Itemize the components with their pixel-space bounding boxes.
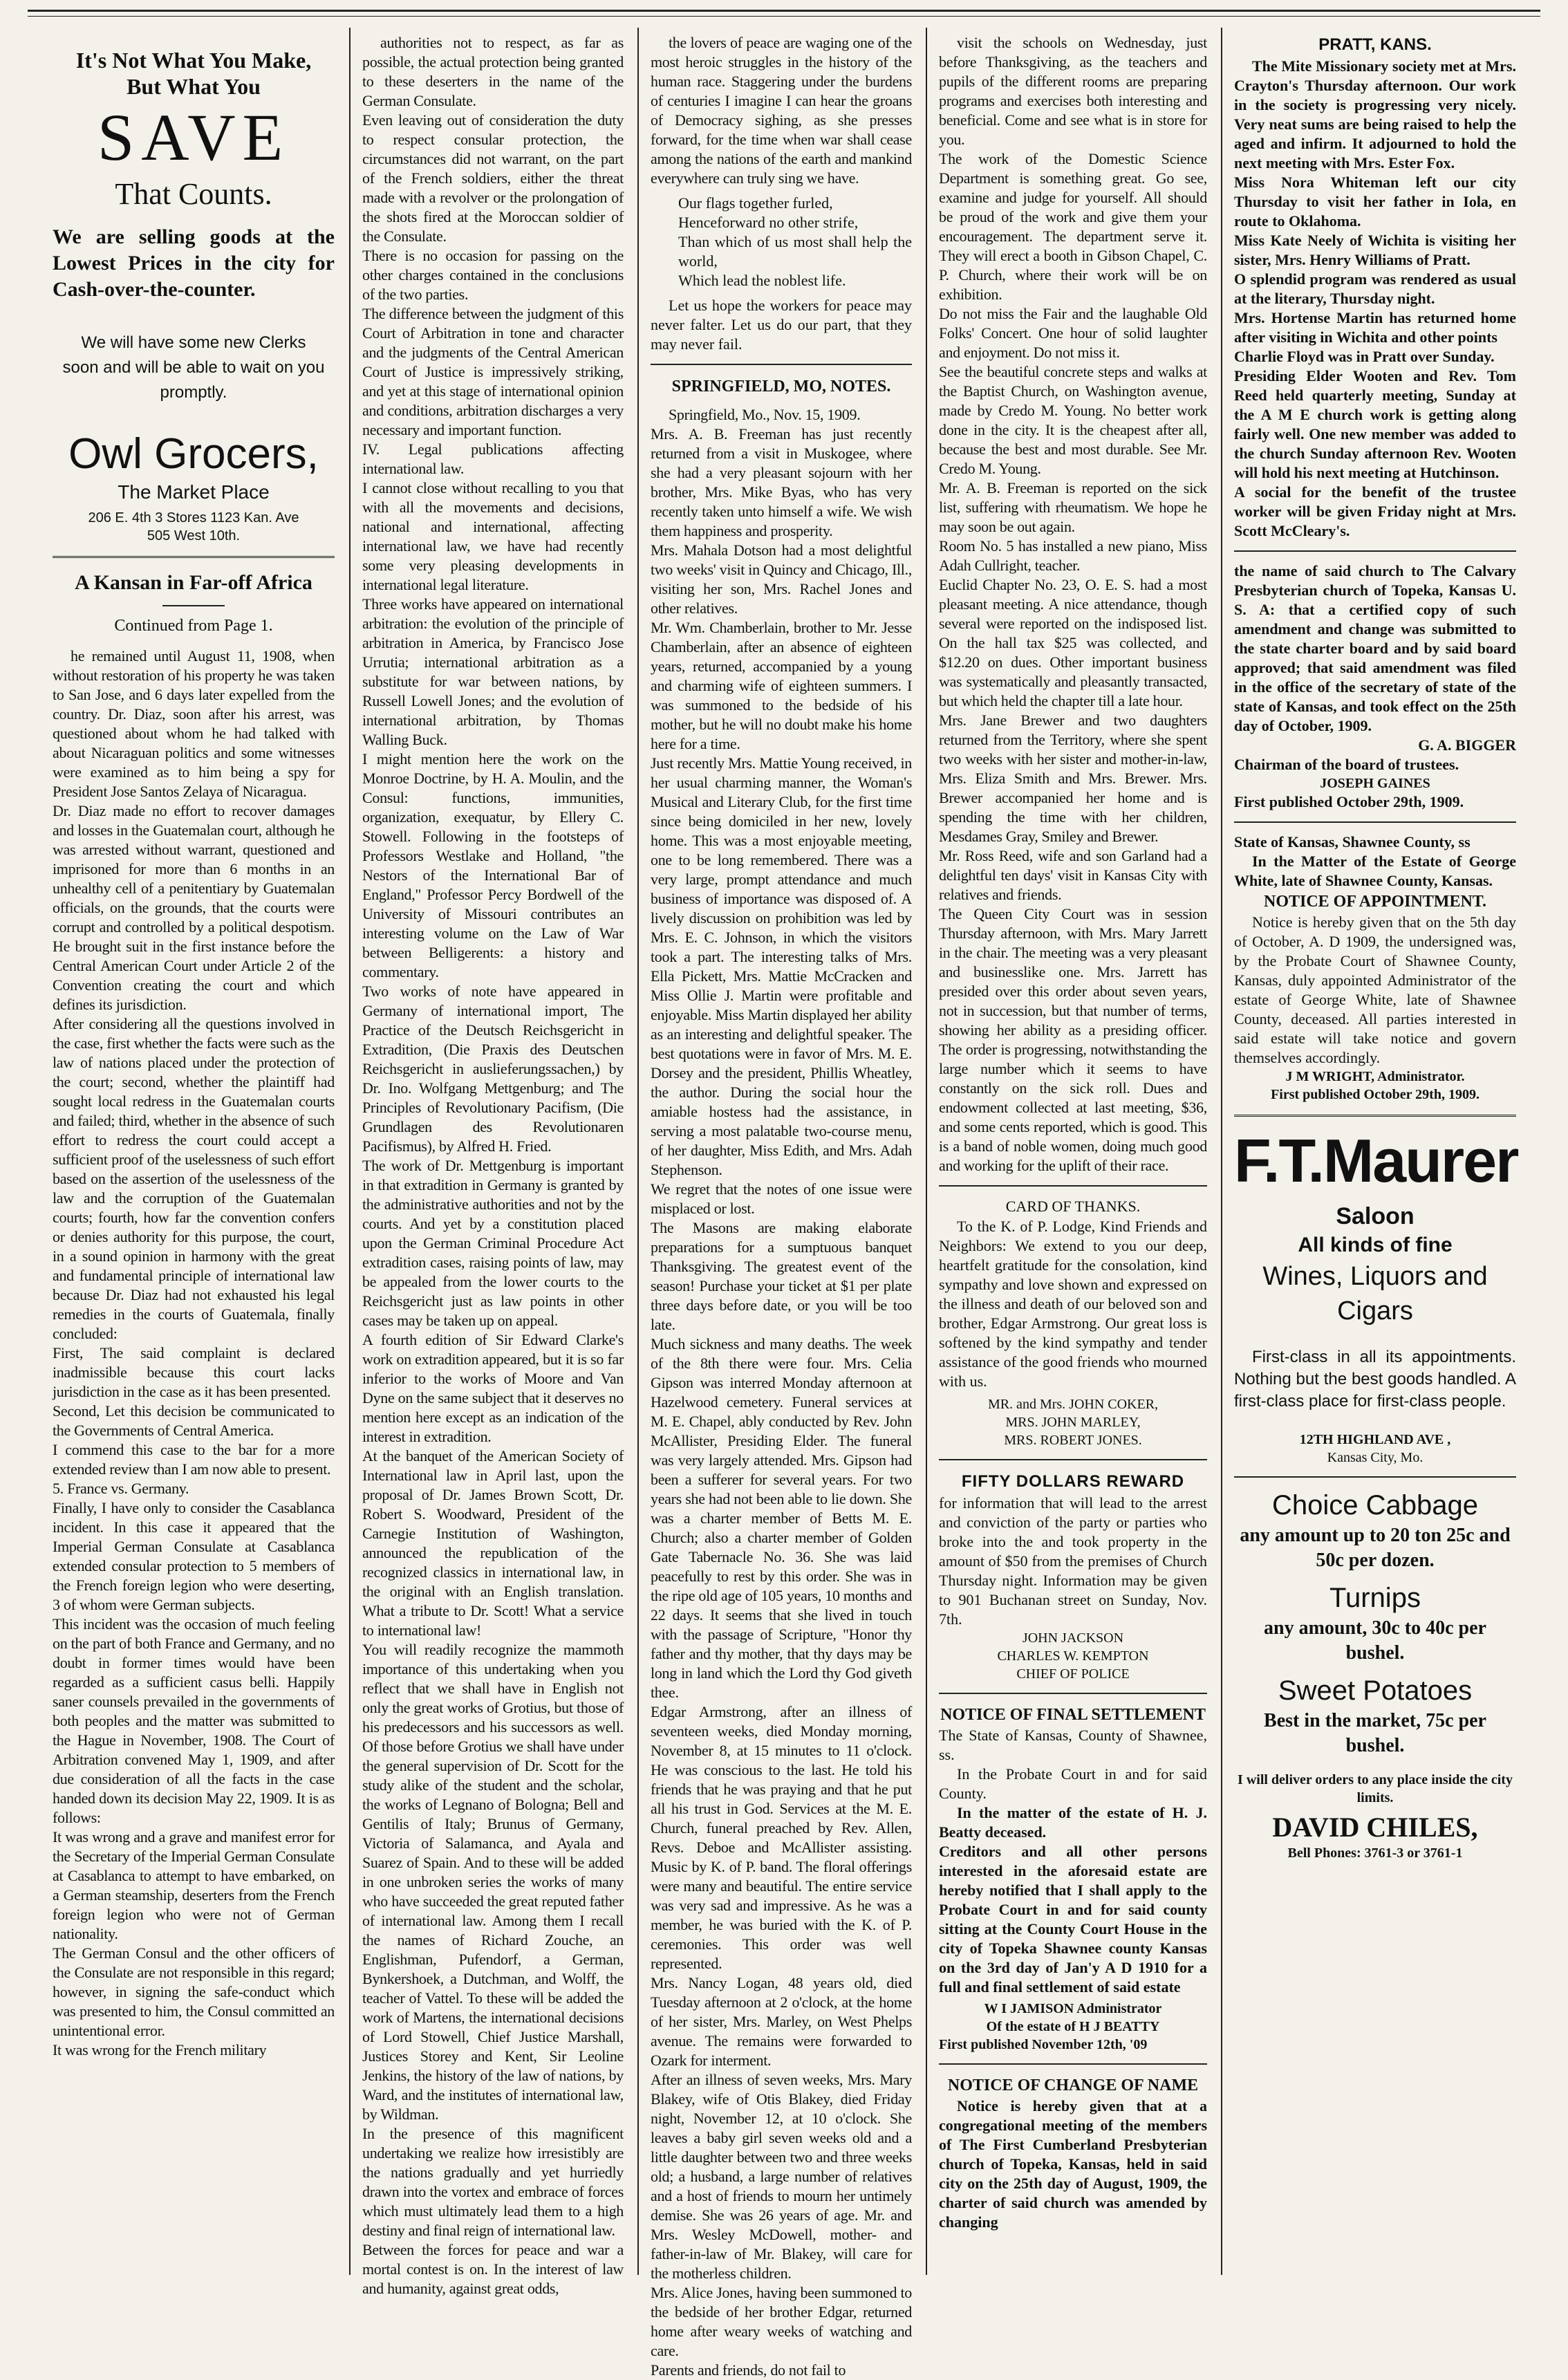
column-3 xyxy=(640,33,923,2379)
reward-text: for information that will lead to the arrest and conviction of the party or parties who broke into the and took property in the amount of $50 from the premises of Church Thursday night. Information may be given to 901 Buchanan street on Sunday, Nov. 7th. xyxy=(939,1494,1207,1628)
article-text-col1: he remained until August 11, 1908, when without restoration of his property he was taken to San Jose, and 6 days later expelled from the country. Dr. Diaz, soon after his arrest, was questioned about whom he had talked with about Nicaraguan politics and some witnesses were examined as to him being a spy for President Jose Santos Zelaya of Nicaragua. Dr. Diaz made no effort to recover damages and losses in the Guatemalan court, although he was arrested without warrant, questioned and imprisoned for more than 6 months in an unhealthy cell of a penitentiary by Guatemalan officials, on the grounds, that the courts were corrupt and controlled by a political despotism. He brought suit in the first instance before the Central American Court under Article 2 of the Convention creating the court and which defines its jurisdiction. After considering all the questions involved in the case, first whether the facts were such as the law of nations placed under the protection of the court; second, whether the plaintiff had sought local redress in the Guatemalan courts and failed; third, whether in the absence of such effort to redress the court could accept a sufficient proof of the uselessness of such effort based on the assertion of the uselessness of the law and the corruption of the Guatemalan courts; fourth, how far the convention confers or denies authority for this purpose, the court, in a sound opinion in harmony with the great and fundamental principle of international law because Dr. Diaz had not exhausted his legal remedies in the courts of Guatemala, finally concluded: First, The said complaint is declared inadmissible because this court lacks jurisdiction in the case as it has been presented. Second, Let this decision be communicated to the Governments of Central America. I commend this case to the bar for a more extended review than I am now able to present. 5. France vs. Germany. Finally, I have only to consider the Casablanca incident. In this case it appeared that the Imperial German Consulate at Casablanca extended consular protection to 5 members of the French foreign legion who were deserting, 3 of whom were German subjects. This incident was the occasion of much feeling on the part of both France and Germany, and no doubt in former times would have been regarded as a sufficient casus belli. Happily saner counsels prevailed in the governments of both peoples and the matter was submitted to the Hague in November, 1908. The Court of Arbitration convened May 1, 1909, and after due consideration of all the facts in the case handed down its decision May 22, 1909. It is as follows: It was wrong and a grave and manifest error for the Secretary of the Imperial German Consulate at Casablanca to attempt to have embarked, on a German steamship, deserters from the French foreign legion who were not of German nationality. The German Consul and the other officers of the Consulate are not responsible in this regard; however, in signing the safe-conduct which was presented to him, the Consul committed an unintentional error. It was wrong for the French military xyxy=(53,647,335,2058)
turnips-title: Turnips xyxy=(1329,1583,1421,1613)
charter-sig-3: JOSEPH GAINES xyxy=(1320,776,1430,791)
owl-grocers-address-2: 505 West 10th. xyxy=(147,528,241,543)
cabbage-title: Choice Cabbage xyxy=(1272,1490,1478,1521)
settlement-state: The State of Kansas, County of Shawnee, ss. xyxy=(939,1727,1207,1763)
pratt-notes: The Mite Missionary society met at Mrs. Crayton's Thursday afternoon. Our work in the society is progressing very nicely. Very neat sums are being raised to help the aged and infirm. It adjourned to hold the next meeting with Mrs. Ester Fox. Miss Nora Whiteman left our city Thursday to visit her father in Iola, en route to Oklahoma. Miss Kate Neely of Wichita is visiting her sister, Mrs. Henry Williams of Pratt. O splendid program was rendered as usual at the literary, Thursday night. Mrs. Hortense Martin has returned home after visiting in Wichita and other points Charlie Floyd was in Pratt over Sunday. Presiding Elder Wooten and Rev. Tom Reed held quarterly meeting, Sunday at the A M E church work is getting along fairly well. One new member was added to the church Sunday afternoon Rev. Wooten will hold his next meeting at Hutchinson. A social for the benefit of the trustee worker will be given Friday night at Mrs. Scott McCleary's. xyxy=(1234,57,1516,539)
save-ad-counts: That Counts. xyxy=(115,177,272,211)
reward-sig-3: CHIEF OF POLICE xyxy=(1016,1666,1130,1682)
appointment-sig: J M WRIGHT, Administrator. xyxy=(1285,1069,1465,1084)
maurer-wines: Wines, Liquors and xyxy=(1262,1262,1488,1291)
maurer-text: First-class in all its appointments. Nothing but the best goods handled. A first-class place for first-class people. xyxy=(1234,1348,1516,1411)
settlement-sig-2: Of the estate of H J BEATTY xyxy=(986,2019,1160,2034)
maurer-kinds: All kinds of fine xyxy=(1298,1234,1453,1256)
article-continued: Continued from Page 1. xyxy=(114,617,273,635)
card-sig-1: MR. and Mrs. JOHN COKER, xyxy=(987,1397,1159,1412)
article-closing: Let us hope the workers for peace may never falter. Let us do our part, that they may never fail. xyxy=(651,297,912,353)
charter-text: the name of said church to The Calvary Presbyterian church of Topeka, Kansas U. S. A: that a certified copy of such amendment and change was submitted to the state charter board and by said board approved; that said amendment was filed in the office of the secretary of state of the state of Kansas, and took effect on the 25th day of October, 1909. xyxy=(1234,562,1516,734)
save-ad-save: SAVE xyxy=(97,100,290,174)
settlement-published: First published November 12th, '09 xyxy=(939,2037,1148,2052)
chiles-name: DAVID CHILES, xyxy=(1272,1812,1478,1843)
cabbage-text: any amount up to 20 ton 25c and 50c per dozen. xyxy=(1240,1525,1511,1571)
settlement-court: In the Probate Court in and for said County. xyxy=(939,1765,1207,1802)
appointment-published: First published October 29th, 1909. xyxy=(1271,1087,1480,1102)
column-4 xyxy=(928,33,1218,2274)
springfield-notes-cont: visit the schools on Wednesday, just before Thanksgiving, as the teachers and pupils of the different rooms are preparing programs and exercises both interesting and beneficial. Come and see what is in store for you. The work of the Domestic Science Department is something great. Go see, examine and judge for yourself. All should be proud of the work and give them your encouragement. The department serve it. They will erect a booth in Gibson Chapel, C. P. Church, where their work will be on exhibition. Do not miss the Fair and the laughable Old Folks' Concert. One hour of solid laughter and enjoyment. Do not miss it. See the beautiful concrete steps and walks at the Baptist Church, on Washington avenue, made by Credo M. Young. No better work done in the city. It is the cheapest after all, because the best and most durable. See Mr. Credo M. Young. Mr. A. B. Freeman is reported on the sick list, suffering with rheumatism. We hope he may soon be out again. Room No. 5 has installed a new piano, Miss Adah Cullright, teacher. Euclid Chapter No. 23, O. E. S. had a most pleasant meeting. A nice attendance, though several were reported on the indisposed list. On the hall tax $25 was collected, and $12.20 on dues. Other important business was systematically and pleasantly transacted, but which held the chapter till a late hour. Mrs. Jane Brewer and two daughters returned from the Territory, where she spent two weeks with her sister and mother-in-law, Mrs. Eliza Smith and Mrs. Brewer. Mrs. Brewer accompanied her home and is spending the time with her children, Mesdames Gray, Smiley and Brewer. Mr. Ross Reed, wife and son Garland had a delightful ten days' visit in Kansas City with relatives and friends. The Queen City Court was in session Thursday afternoon, with Mrs. Mary Jarrett in the chair. The meeting was a very pleasant and businesslike one. Mrs. Jarrett has presided over this order about seven years, not in succession, but that number of terms, showing her ability as a presiding officer. The order is progressing, notwithstanding the large number which it seems to have constantly on the sick roll. Dues and endowment collected at last meeting, $36, and some cents reported, which is good. This is a band of noble women, doing much good and working for the uplift of their race. xyxy=(939,34,1207,1174)
save-ad-body: We are selling goods at the Lowest Prices in the city for Cash-over-the-counter. xyxy=(53,225,335,301)
appointment-matter: In the Matter of the Estate of George White, late of Shawnee County, Kansas. xyxy=(1234,853,1516,889)
deliver-text: I will deliver orders to any place inside the city limits. xyxy=(1238,1772,1513,1805)
maurer-address-1: 12TH HIGHLAND AVE , xyxy=(1299,1432,1451,1447)
charter-sig-2: Chairman of the board of trustees. xyxy=(1234,756,1459,773)
card-sig-2: MRS. JOHN MARLEY, xyxy=(1005,1415,1141,1430)
reward-sig-2: CHARLES W. KEMPTON xyxy=(997,1648,1149,1664)
article-text-col3: the lovers of peace are waging one of the most heroic struggles in the history of the human race. Staggering under the burdens of centuries I imagine I can hear the groans of Democracy sighing, as she presses forward, for the time when war shall cease among the nations of the earth and mankind everywhere can truly sing we have. xyxy=(651,34,912,187)
maurer-cigars: Cigars xyxy=(1337,1296,1413,1326)
potatoes-text: Best in the market, 75c per bushel. xyxy=(1264,1710,1486,1756)
save-ad-headline-2: But What You xyxy=(127,74,261,99)
masthead-rule xyxy=(28,10,1540,17)
potatoes-title: Sweet Potatoes xyxy=(1278,1675,1473,1706)
maurer-saloon: Saloon xyxy=(1336,1203,1415,1229)
springfield-notes: Springfield, Mo., Nov. 15, 1909. Mrs. A. B. Freeman has just recently returned from a visit in Muskogee, where she had a very pleasant sojourn with her brother, Mrs. Mike Byas, who has very recently taken unto himself a wife. We wish them happiness and prosperity. Mrs. Mahala Dotson had a most delightful two weeks' visit in Quincy and Chicago, Ill., visiting her son, Mrs. Rachel Jones and other relatives. Mr. Wm. Chamberlain, brother to Mr. Jesse Chamberlain, after an absence of eighteen years, returned, accompanied by a young and charming wife of eighteen summers. I was summoned to the bedside of his mother, but he will no doubt make his home here for a time. Just recently Mrs. Mattie Young received, in her usual charming manner, the Woman's Musical and Literary Club, for the first time since being domiciled in her new, lovely home. This was a most enjoyable meeting, one to be long remembered. There was a very large, prompt attendance and much business of importance was disposed of. A lively discussion on prohibition was led by Mrs. E. C. Johnson, in which the visitors took a part. The interesting talks of Mrs. Ella Pickett, Mrs. Mattie McCracken and Miss Ollie J. Martin were profitable and enjoyable. Miss Martin displayed her ability as an interesting and delightful speaker. The best quotations were in favor of Mrs. M. E. Dorsey and the president, Phillis Wheatley, the author. During the social hour the amiable hostess had the assistance, in serving a most palatable two-course menu, of her daughter, Miss Edith, and Mrs. Adah Stephenson. We regret that the notes of one issue were misplaced or lost. The Masons are making elaborate preparations for a sumptuous banquet Thanksgiving. The greatest event of the season! Purchase your ticket at $1 per plate three days before date, or you will be too late. Much sickness and many deaths. The week of the 8th there were four. Mrs. Celia Gipson was interred Monday afternoon at Hazelwood cemetery. Funeral services at M. E. Chapel, ably conducted by Rev. John McAllister, Presiding Elder. The funeral was very largely attended. Mrs. Gipson had been a sufferer for several years. For two years she had not been able to lie down. She was a charter member of Betts M. E. Church; also a charter member of Golden Gate Tabernacle No. 36. She was laid peacefully to rest by this order. She was in the ripe old age of 105 years, 10 months and 22 days. It seems that she lived in touch with the passage of Scripture, "Honor thy father and thy mother, that thy days may be long in land which the Lord thy God giveth thee. Edgar Armstrong, after an illness of seventeen weeks, died Monday morning, November 8, at 15 minutes to 11 o'clock. He was conscious to the last. He told his friends that he was praying and that he put all his trust in God. Services at the M. E. Church, funeral preached by Rev. Allen, Revs. Deboe and McAllister assisting. Music by K. of P. band. The floral offerings were many and beautiful. The entire service was very sad and impressive. As he was a member, he was buried with the K. of P. ceremonies. This order was well represented. Mrs. Nancy Logan, 48 years old, died Tuesday afternoon at 2 o'clock, at the home of her sister, Mrs. Marley, on West Phelps avenue. The remains were forwarded to Ozark for interment. After an illness of seven weeks, Mrs. Mary Blakey, wife of Otis Blakey, died Friday night, November 12, at 10 o'clock. She leaves a baby girl seven weeks old and a little daughter between two and three weeks old; a husband, a large number of relatives and a host of friends to mourn her untimely demise. She was 26 years of age. Mr. and Mrs. Wesley McDowell, mother- and father-in-law of Mr. Blakey, will care for the motherless children. Mrs. Alice Jones, having been summoned to the bedside of her brother Edgar, returned home after weary weeks of watching and care. Parents and friends, do not fail to xyxy=(651,406,912,2379)
column-2 xyxy=(351,33,635,2297)
name-change-text: Notice is hereby given that at a congregational meeting of the members of The First Cumberland Presbyterian church of Topeka, Kansas, held in said city on the 25th day of August, 1909, the charter of said church was amended by changing xyxy=(939,2097,1207,2231)
settlement-sig-1: W I JAMISON Administrator xyxy=(984,2001,1162,2016)
appointment-title: NOTICE OF APPOINTMENT. xyxy=(1263,893,1487,911)
card-sig-3: MRS. ROBERT JONES. xyxy=(1004,1433,1142,1448)
name-change-title: NOTICE OF CHANGE OF NAME xyxy=(947,2076,1199,2094)
settlement-text: In the matter of the estate of H. J. Beatty deceased. Creditors and all other persons interested in the aforesaid estate are hereby notified that I shall apply to the Probate Court in and for said county sitting at the County Court House in the city of Topeka Shawnee county Kansas on the 3rd day of Jan'y A D 1910 for a full and final settlement of said estate xyxy=(939,1804,1207,1996)
appointment-state: State of Kansas, Shawnee County, ss xyxy=(1234,833,1471,850)
reward-title: FIFTY DOLLARS REWARD xyxy=(961,1472,1185,1491)
charter-published: First published October 29th, 1909. xyxy=(1234,793,1464,810)
appointment-text: Notice is hereby given that on the 5th day of October, A. D 1909, the undersigned was, by the Probate Court of Shawnee County, Kansas, duly appointed Administrator of the estate of George White, late of Shawnee County, deceased. All parties interested in said estate will take notice and govern themselves accordingly. xyxy=(1234,913,1516,1066)
article-text-col2: authorities not to respect, as far as possible, the actual protection being granted to these deserters in the name of the German Consulate. Even leaving out of consideration the duty to respect consular protection, the circumstances did not warrant, on the part of the French soldiers, either the threat made with a revolver or the prolongation of the shots fired at the Moroccan soldier of the Consulate. There is no occasion for passing on the other charges contained in the conclusions of the two parties. The difference between the judgment of this Court of Arbitration in tone and character and the judgments of the Central American Court of Justice is impressively striking, and yet at this stage of international opinion and conditions, arbitration discharges a very necessary and important function. IV. Legal publications affecting international law. I cannot close without recalling to you that with all the movements and decisions, national and international, affecting international law, we have had recently some very pleasing developments in international legal literature. Three works have appeared on international arbitration: the evolution of the principle of arbitration in America, by Francisco Jose Urrutia; international arbitration as a substitute for war between nations, by Russell Lowell Jones; and the evolution of international arbitration, by Thomas Walling Buck. I might mention here the work on the Monroe Doctrine, by H. A. Moulin, and the Consul: functions, immunities, organization, exequatur, by Ellery C. Stowell. Following in the footsteps of Professors Westlake and Holland, "the Nestors of the International Bar of England," Professor Percy Bordwell of the University of Missouri contributes an interesting volume on the Law of War between Belligerents: a history and commentary. Two works of note have appeared in Germany of international import, The Practice of the Deutsch Reichsgericht in Extradition, (Die Praxis des Deutschen Reichsgericht in auslieferungssachen,) by Dr. Ino. Wolfgang Mettgenburg; and The Principles of Revolutionary Pacifism, (Die Grundlagen des Revolutionaren Pacifismus), by Alfred H. Fried. The work of Dr. Mettgenburg is important in that extradition in Germany is granted by the administrative authorities and not by the courts. And yet by a constitution placed upon the German Criminal Procedure Act extradition cases, raising points of law, may be appealed from the lower courts to the Reichsgericht just as law points in other cases may be taken up on appeal. A fourth edition of Sir Edward Clarke's work on extradition appeared, but it is so far inferior to the works of Moore and Van Dyne on the same subject that it deserves no mention here except as an indication of the interest in extradition. At the banquet of the American Society of International law in April last, upon the proposal of Dr. James Brown Scott, Dr. Robert S. Woodward, President of the Carnegie Institution of Washington, announced the republication of the recognized classics in international law, in the original with an English translation. What a tribute to Dr. Scott! What a service to international law! You will readily recognize the mammoth importance of this undertaking when you reflect that we shall have in English not only the great works of Grotius, but those of his predecessors and his successors as well. Of those before Grotius we shall have under the general supervision of Dr. Scott for the study alike of the student and the scholar, the works of Legnano of Bologna; Bell and Gentilis of Italy; Brunus of Germany, Victoria of Salamanca, and Ayala and Suarez of Spain. And to these will be added in one unbroken series the works of many who have succeeded the great reputed father of international law. Among them I recall the names of Richard Zouche, an Englishman, Pufendorf, a German, Bynkershoek, a Dutchman, and Wolff, the teacher of Vattel. To these will be added the work of Martens, the international decisions of Lord Stowell, Chief Justice Marshall, Justices Storey and Kent, Sir Leoline Jenkins, the history of the law of nations, by Ward, and the institutes of international law, by Wildman. In the presence of this magnificent undertaking we realize how irresistibly are the nations gradually and yet hurriedly drawn into the vortex and embrace of forces which must ultimately lead them to a high destiny and final reign of international law. Between the forces for peace and war a mortal contest is on. In the interest of law and humanity, against great odds, xyxy=(362,34,624,2297)
article-title: A Kansan in Far-off Africa xyxy=(75,571,312,594)
owl-grocers-name: Owl Grocers, xyxy=(68,430,319,478)
column-5 xyxy=(1223,33,1527,2274)
owl-grocers-sub: The Market Place xyxy=(118,481,270,503)
owl-grocers-address-1: 206 E. 4th 3 Stores 1123 Kan. Ave xyxy=(88,510,299,526)
column-1 xyxy=(41,33,346,2274)
springfield-heading: SPRINGFIELD, MO, NOTES. xyxy=(671,378,891,396)
save-ad-headline-1: It's Not What You Make, xyxy=(75,48,312,73)
card-of-thanks-title: CARD OF THANKS. xyxy=(1005,1198,1141,1215)
maurer-name: F.T.Maurer xyxy=(1234,1126,1518,1195)
save-ad-clerks: We will have some new Clerks soon and will be able to wait on you promptly. xyxy=(62,333,325,402)
pratt-heading: PRATT, KANS. xyxy=(1318,35,1432,54)
settlement-title: NOTICE OF FINAL SETTLEMENT xyxy=(940,1706,1206,1724)
reward-sig-1: JOHN JACKSON xyxy=(1022,1630,1124,1646)
maurer-address-2: Kansas City, Mo. xyxy=(1327,1450,1424,1465)
charter-sig-1: G. A. BIGGER xyxy=(1418,736,1516,754)
chiles-phone: Bell Phones: 3761-3 or 3761-1 xyxy=(1287,1846,1463,1861)
card-of-thanks-text: To the K. of P. Lodge, Kind Friends and Neighbors: We extend to you our deep, heartfelt gratitude for the consolation, kind sympathy and love shown and expressed on the illness and death of our beloved son and brother, Edgar Armstrong. Our great loss is softened by the kind sympathy and tender assistance of the good friends who mourned with us. xyxy=(939,1218,1207,1390)
poem: Our flags together furled, Henceforward no other strife, Than which of us most shall help the world, Which lead the noblest life. xyxy=(678,194,912,289)
turnips-text: any amount, 30c to 40c per bushel. xyxy=(1264,1617,1486,1664)
